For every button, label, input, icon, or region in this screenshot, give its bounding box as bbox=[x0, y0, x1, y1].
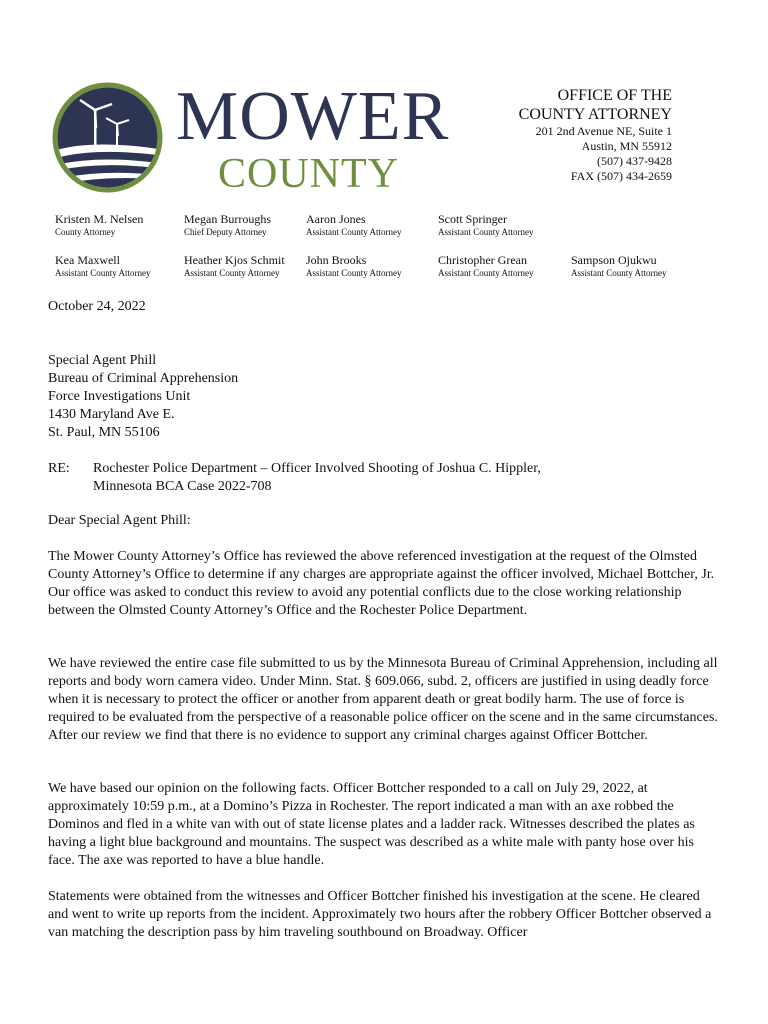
office-subtitle: COUNTY ATTORNEY bbox=[518, 106, 672, 123]
staff-title: Assistant County Attorney bbox=[55, 268, 151, 278]
staff-name: Aaron Jones bbox=[306, 212, 366, 226]
staff-title: Chief Deputy Attorney bbox=[184, 227, 267, 237]
staff-member bbox=[571, 253, 667, 279]
salutation: Dear Special Agent Phill: bbox=[48, 513, 191, 528]
recipient-line: Force Investigations Unit bbox=[48, 389, 191, 404]
recipient-line: 1430 Maryland Ave E. bbox=[48, 407, 175, 422]
recipient-line: St. Paul, MN 55106 bbox=[48, 425, 160, 440]
body-paragraph: We have based our opinion on the following facts. Officer Bottcher responded to a call on July 29, 2022, at approximately 10:59 p.m., at a Domino’s Pizza in Rochester. The report indicated a man with an axe robbed the Dominos and fled in a white van with out of state license plates and a ladder rack. Witnesses described the plates as having a light blue background and mountains. The suspect was described as a white male with panty hose over his face. The axe was reported to have a blue handle. bbox=[48, 781, 695, 868]
staff-name: Sampson Ojukwu bbox=[571, 253, 657, 267]
staff-title: Assistant County Attorney bbox=[306, 268, 402, 278]
subject-text: Rochester Police Department – Officer Involved Shooting of Joshua C. Hippler, bbox=[93, 461, 541, 476]
subject-case: Minnesota BCA Case 2022-708 bbox=[93, 479, 272, 494]
recipient-address bbox=[48, 352, 238, 442]
recipient-line: Special Agent Phill bbox=[48, 353, 157, 368]
recipient-line: Bureau of Criminal Apprehension bbox=[48, 371, 239, 386]
office-fax: FAX (507) 434-2659 bbox=[570, 169, 672, 183]
brand-subtitle: COUNTY bbox=[218, 151, 399, 197]
staff-member bbox=[306, 212, 402, 238]
office-address: 201 2nd Avenue NE, Suite 1 bbox=[535, 124, 672, 138]
staff-title: Assistant County Attorney bbox=[571, 268, 667, 278]
staff-name: Scott Springer bbox=[438, 212, 507, 226]
body-paragraph: We have reviewed the entire case file submitted to us by the Minnesota Bureau of Criminal Apprehension, including all reports and body worn camera video. Under Minn. Stat. § 609.066, subd. 2, officers are justified in using deadly force when it is necessary to protect the officer or another from apparent death or great bodily harm. The use of force is required to be evaluated from the perspective of a reasonable police officer on the scene and in the same circumstances. After our review we find that there is no evidence to support any criminal charges against Officer Bottcher. bbox=[48, 656, 718, 743]
county-logo-icon bbox=[50, 80, 165, 195]
staff-member bbox=[184, 212, 271, 238]
subject-label: RE: bbox=[48, 461, 70, 476]
office-block bbox=[519, 86, 672, 184]
office-phone: (507) 437-9428 bbox=[597, 154, 672, 168]
staff-member bbox=[306, 253, 402, 279]
staff-title: Assistant County Attorney bbox=[438, 268, 534, 278]
staff-title: Assistant County Attorney bbox=[438, 227, 534, 237]
staff-member bbox=[438, 212, 534, 238]
staff-title: County Attorney bbox=[55, 227, 116, 237]
staff-member bbox=[438, 253, 534, 279]
body-paragraph: The Mower County Attorney’s Office has reviewed the above referenced investigation at the request of the Olmsted County Attorney’s Office to determine if any charges are appropriate against the officer involved, Michael Bottcher, Jr. Our office was asked to conduct this review to avoid any potential conflicts due to the close working relationship between the Olmsted County Attorney’s Office and the Rochester Police Department. bbox=[48, 549, 715, 618]
staff-name: Kristen M. Nelsen bbox=[55, 212, 144, 226]
letter-date: October 24, 2022 bbox=[48, 299, 146, 314]
office-city: Austin, MN 55912 bbox=[581, 139, 672, 153]
staff-name: John Brooks bbox=[306, 253, 367, 267]
brand-name: MOWER bbox=[176, 78, 450, 155]
staff-member bbox=[55, 253, 151, 279]
office-title: OFFICE OF THE bbox=[557, 87, 672, 104]
staff-member bbox=[55, 212, 143, 238]
staff-name: Megan Burroughs bbox=[184, 212, 271, 226]
staff-member bbox=[184, 253, 285, 279]
staff-title: Assistant County Attorney bbox=[306, 227, 402, 237]
body-paragraph: Statements were obtained from the witnesses and Officer Bottcher finished his investigation at the scene. He cleared and went to write up reports from the incident. Approximately two hours after the robbery Officer Bottcher observed a van matching the description pass by him traveling southbound on Broadway. Officer bbox=[48, 889, 712, 940]
staff-title: Assistant County Attorney bbox=[184, 268, 280, 278]
staff-name: Christopher Grean bbox=[438, 253, 527, 267]
staff-name: Kea Maxwell bbox=[55, 253, 120, 267]
staff-name: Heather Kjos Schmit bbox=[184, 253, 285, 267]
